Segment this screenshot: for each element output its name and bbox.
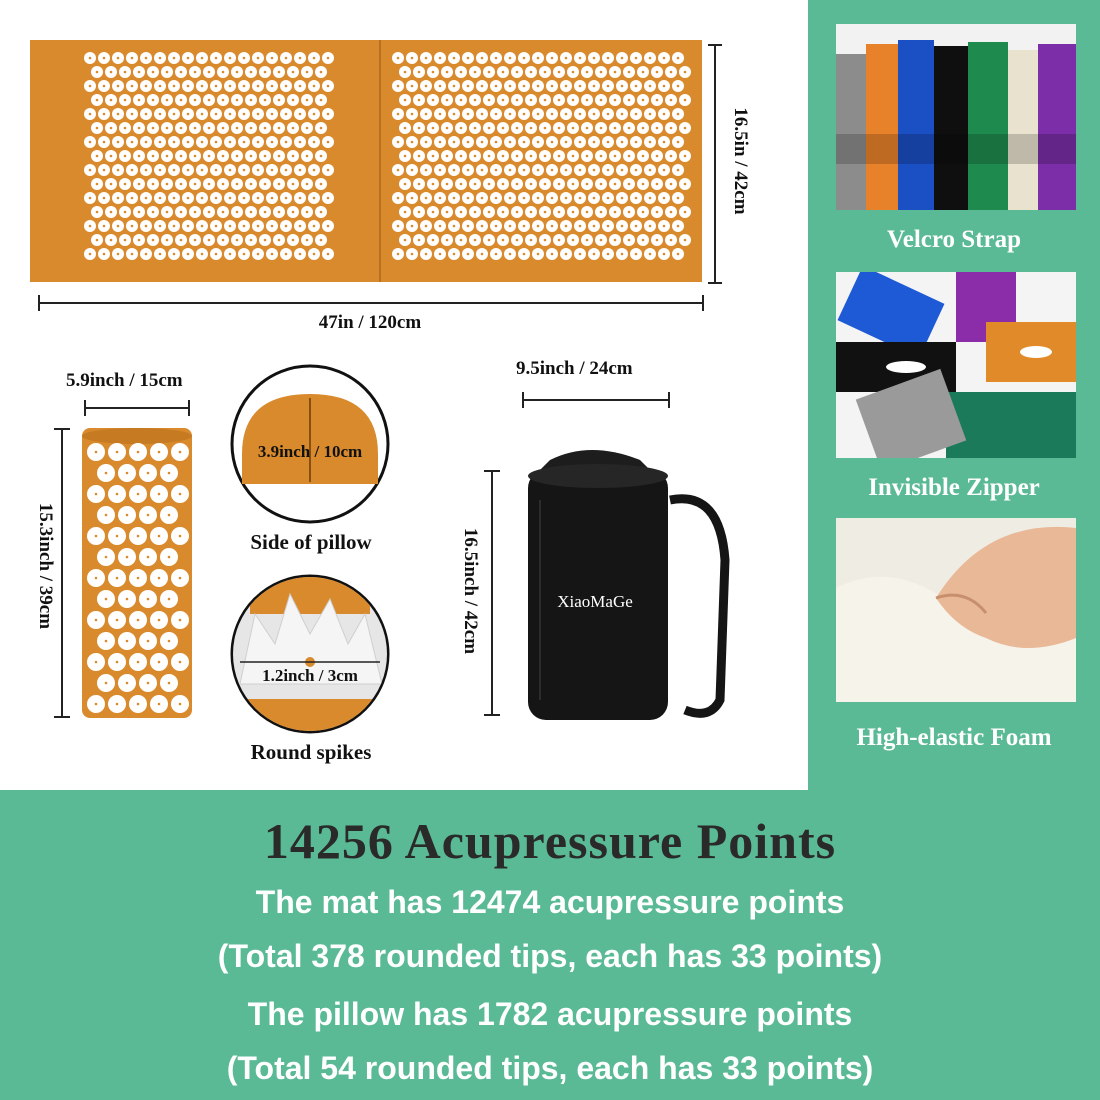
acupressure-pillow <box>82 428 192 718</box>
acupressure-mat <box>30 40 702 282</box>
mat-height-dimension-line <box>708 44 722 284</box>
round-spikes-closeup <box>230 574 390 734</box>
feature-label-foam: High-elastic Foam <box>856 724 1052 751</box>
foam-photo <box>836 518 1076 702</box>
mat-height-label: 16.5in / 42cm <box>730 107 751 215</box>
pillow-width-dimension-line <box>84 400 190 416</box>
pillow-width-label: 5.9inch / 15cm <box>66 370 183 391</box>
summary-headline: 14256 Acupressure Points <box>263 813 837 869</box>
bag-height-label: 16.5inch / 42cm <box>460 527 481 655</box>
mat-width-dimension-line <box>38 295 704 311</box>
invisible-zipper-photo <box>836 272 1076 458</box>
summary-line-pillow: The pillow has 1782 acupressure points <box>247 996 853 1032</box>
summary-line-pillow-detail: (Total 54 rounded tips, each has 33 points) <box>226 1050 874 1086</box>
pillow-side-caption: Side of pillow <box>250 530 372 554</box>
bag-height-dimension-line <box>484 470 500 716</box>
bag-width-dimension-line <box>522 392 670 408</box>
mat-width-label: 47in / 120cm <box>318 312 422 333</box>
bag-brand-label: XiaoMaGe <box>557 592 633 611</box>
feature-label-velcro: Velcro Strap <box>886 226 1022 253</box>
spike-caption: Round spikes <box>250 740 372 764</box>
feature-label-zipper: Invisible Zipper <box>868 474 1040 501</box>
velcro-strap-photo <box>836 24 1076 210</box>
summary-line-mat-detail: (Total 378 rounded tips, each has 33 points) <box>217 938 883 974</box>
pillow-side-depth-label: 3.9inch / 10cm <box>257 442 363 461</box>
carry-bag <box>520 440 730 725</box>
spike-size-label: 1.2inch / 3cm <box>262 666 358 685</box>
summary-line-mat: The mat has 12474 acupressure points <box>255 884 845 920</box>
pillow-height-dimension-line <box>54 428 70 718</box>
pillow-height-label: 15.3inch / 39cm <box>35 502 56 630</box>
bag-width-label: 9.5inch / 24cm <box>516 358 633 379</box>
